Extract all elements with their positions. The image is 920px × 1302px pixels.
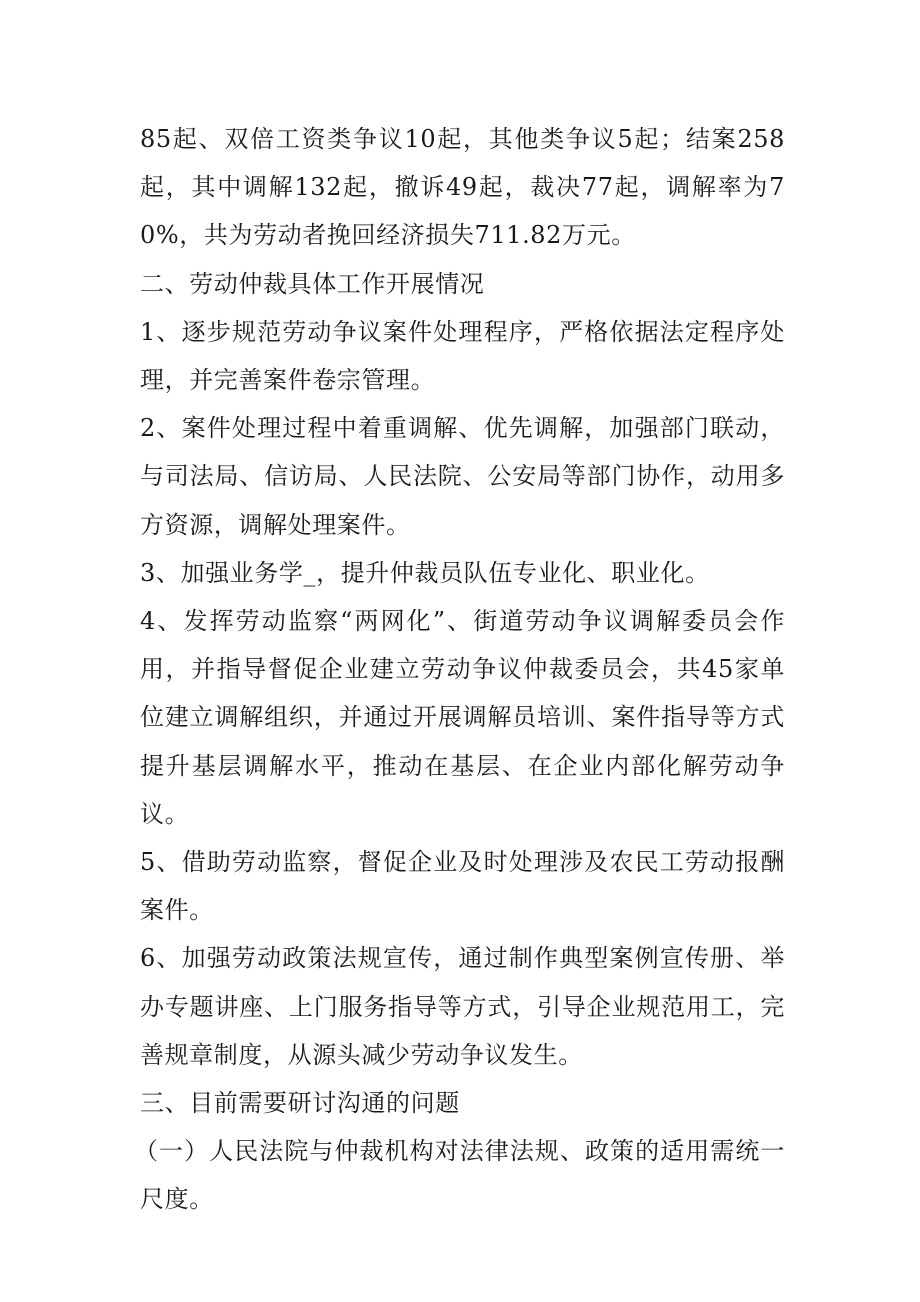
paragraph-item-3: 3、加强业务学_，提升仲裁员队伍专业化、职业化。 [140, 558, 710, 587]
paragraph-issue-1: （一）人民法院与仲裁机构对法律法规、政策的适用需统一尺度。 [134, 1137, 785, 1214]
paragraph-item-5: 5、借助劳动监察，督促企业及时处理涉及农民工劳动报酬案件。 [140, 848, 785, 925]
paragraph-item-2: 2、案件处理过程中着重调解、优先调解，加强部门联动，与司法局、信访局、人民法院、公安局等部门协作，动用多方资源，调解处理案件。 [140, 414, 785, 539]
paragraph-item-4: 4、发挥劳动监察“两网化”、街道劳动争议调解委员会作用，并指导督促企业建立劳动争议仲裁委员会，共45家单位建立调解组织，并通过开展调解员培训、案件指导等方式提升基层调解水平，推动在基层、在企业内部化解劳动争议。 [140, 607, 785, 828]
section-heading-issues: 三、目前需要研讨沟通的问题 [140, 1089, 460, 1118]
paragraph-item-6: 6、加强劳动政策法规宣传，通过制作典型案例宣传册、举办专题讲座、上门服务指导等方式，引导企业规范用工，完善规章制度，从源头减少劳动争议发生。 [140, 944, 785, 1069]
paragraph-case-statistics: 85起、双倍工资类争议10起，其他类争议5起；结案258起，其中调解132起，撤诉49起，裁决77起，调解率为70%，共为劳动者挽回经济损失711.82万元。 [140, 125, 785, 250]
document-body [134, 115, 785, 1224]
section-heading-arbitration-work: 二、劳动仲裁具体工作开展情况 [140, 269, 485, 298]
paragraph-item-1: 1、逐步规范劳动争议案件处理程序，严格依据法定程序处理，并完善案件卷宗管理。 [140, 317, 785, 395]
